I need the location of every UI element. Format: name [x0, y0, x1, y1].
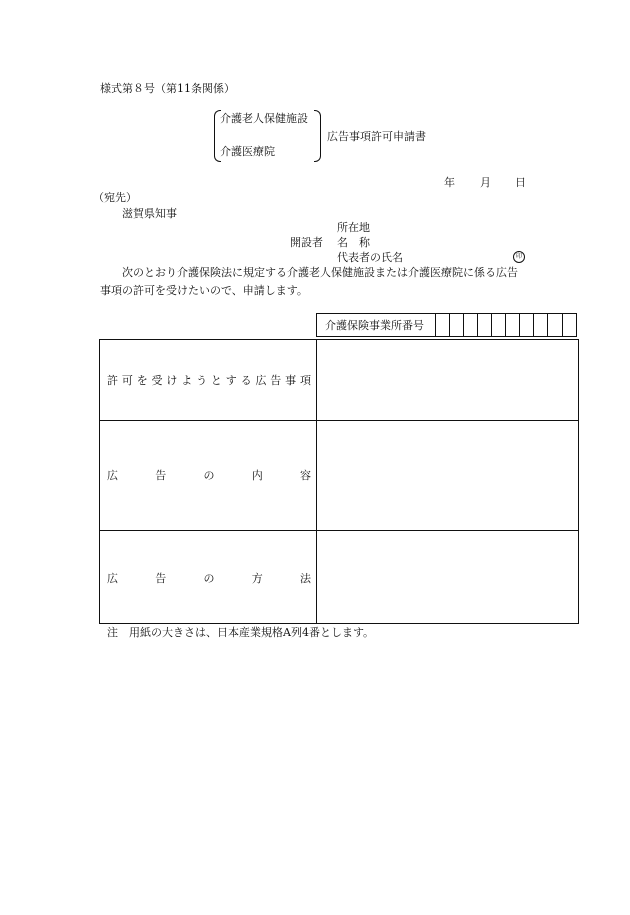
- office-number-box-divider: [463, 313, 464, 337]
- facility-brace-right: [314, 110, 321, 162]
- office-number-box-divider: [562, 313, 563, 337]
- office-number-box-divider: [519, 313, 520, 337]
- label-char: 法: [300, 572, 311, 585]
- body-text-line-1: 次のとおり介護保険法に規定する介護老人保健施設または介護医療院に係る広告: [122, 266, 518, 279]
- label-char: 可: [121, 374, 133, 387]
- label-char: 広: [107, 572, 118, 585]
- label-char: 受: [151, 374, 163, 387]
- applicant-name-label: 名 称: [337, 236, 370, 249]
- label-char: 告: [155, 469, 167, 482]
- row-label-permitted-ad-items: [107, 375, 311, 386]
- facility-type-2: 介護医療院: [220, 145, 275, 158]
- label-char: 告: [155, 572, 167, 585]
- label-char: う: [196, 374, 208, 387]
- table-column-divider: [316, 339, 317, 624]
- label-char: の: [203, 469, 215, 482]
- label-char: と: [210, 374, 222, 387]
- office-number-box-divider: [533, 313, 534, 337]
- label-char: 広: [107, 469, 118, 482]
- document-title: 広告事項許可申請書: [327, 130, 426, 143]
- applicant-role: 開設者: [290, 236, 323, 249]
- table-row-divider: [99, 530, 579, 531]
- office-number-box-divider: [547, 313, 548, 337]
- office-number-label: 介護保険事業所番号: [325, 319, 424, 332]
- row-label-ad-content: [107, 470, 311, 481]
- office-number-box-divider: [477, 313, 478, 337]
- label-char: す: [225, 374, 237, 387]
- form-number: 様式第８号（第11条関係）: [100, 82, 235, 95]
- label-char: 方: [251, 572, 263, 585]
- seal-mark: 印: [513, 251, 525, 263]
- date-month-label: 月: [480, 176, 491, 189]
- label-char: の: [203, 572, 215, 585]
- applicant-address-label: 所在地: [337, 221, 370, 234]
- row-label-ad-method: [107, 573, 311, 584]
- label-char: 広: [255, 374, 267, 387]
- office-number-box-divider: [449, 313, 450, 337]
- addressee-label: （宛先）: [93, 191, 137, 204]
- table-row-divider: [99, 420, 579, 421]
- label-char: 告: [270, 374, 282, 387]
- label-char: を: [136, 374, 148, 387]
- label-char: 項: [299, 374, 311, 387]
- applicant-representative-label: 代表者の氏名: [337, 251, 403, 264]
- addressee: 滋賀県知事: [122, 207, 177, 220]
- label-char: 容: [300, 469, 311, 482]
- body-text-line-2: 事項の許可を受けたいので、申請します。: [100, 284, 308, 297]
- label-char: 内: [251, 469, 263, 482]
- label-char: る: [240, 374, 252, 387]
- date-day-label: 日: [515, 176, 526, 189]
- label-char: け: [166, 374, 178, 387]
- office-number-box-divider: [435, 313, 436, 337]
- label-char: よ: [181, 374, 193, 387]
- paper-size-note: 注 用紙の大きさは、日本産業規格A列4番とします。: [107, 626, 375, 639]
- date-year-label: 年: [444, 176, 455, 189]
- facility-type-1: 介護老人保健施設: [220, 112, 308, 125]
- office-number-box-divider: [505, 313, 506, 337]
- label-char: 事: [285, 374, 297, 387]
- office-number-box-divider: [491, 313, 492, 337]
- label-char: 許: [107, 374, 118, 387]
